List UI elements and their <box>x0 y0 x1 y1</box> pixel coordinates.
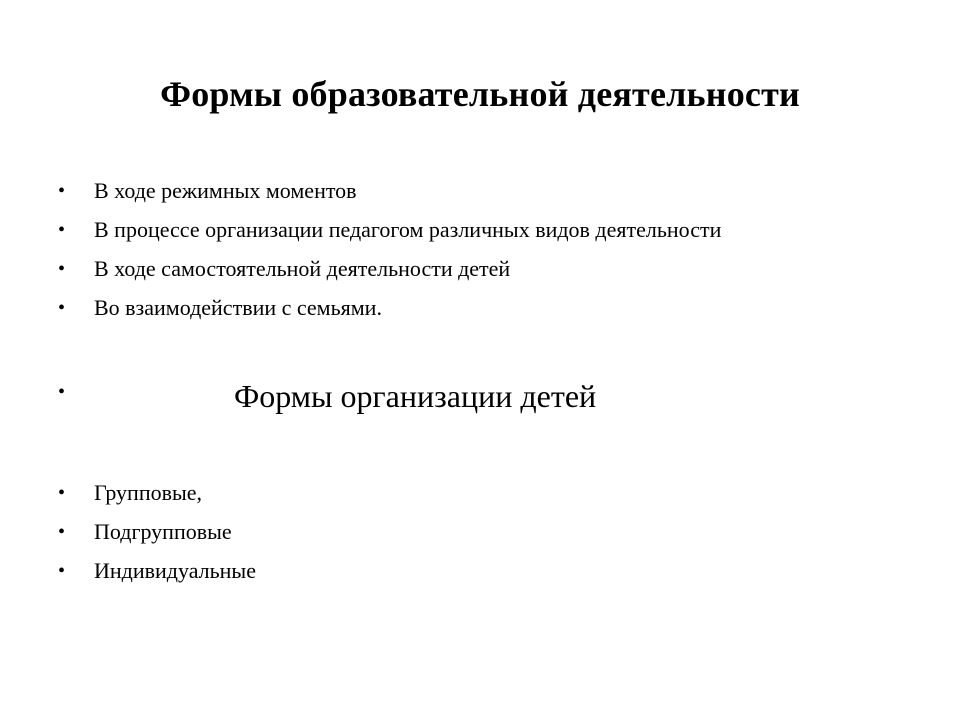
list-item <box>58 254 510 284</box>
bullet-icon: • <box>58 180 66 202</box>
bullet-icon: • <box>58 258 66 280</box>
list-item-text: В ходе самостоятельной деятельности детей <box>94 256 511 281</box>
list-item <box>58 556 256 586</box>
list-item-text: В процессе организации педагогом различных видов деятельности <box>94 217 722 242</box>
list-item-text: Подгрупповые <box>94 519 232 544</box>
list-item-text: Во взаимодействии с семьями. <box>94 295 382 320</box>
subheading: Формы организации детей <box>234 378 597 414</box>
bullet-icon: • <box>58 521 66 543</box>
list-item <box>58 215 721 245</box>
list-item <box>58 517 232 547</box>
bullet-icon: • <box>58 381 66 403</box>
list-item <box>58 478 202 508</box>
bullet-icon: • <box>58 560 66 582</box>
list-item-text: В ходе режимных моментов <box>94 178 357 203</box>
list-item-text: Индивидуальные <box>94 558 256 583</box>
bullet-icon: • <box>58 219 66 241</box>
list-item <box>58 176 357 206</box>
slide-title: Формы образовательной деятельности <box>160 74 800 114</box>
list-item <box>58 293 382 323</box>
subheading-item <box>58 376 596 416</box>
list-item-text: Групповые, <box>94 480 203 505</box>
bullet-icon: • <box>58 482 66 504</box>
bullet-icon: • <box>58 297 66 319</box>
